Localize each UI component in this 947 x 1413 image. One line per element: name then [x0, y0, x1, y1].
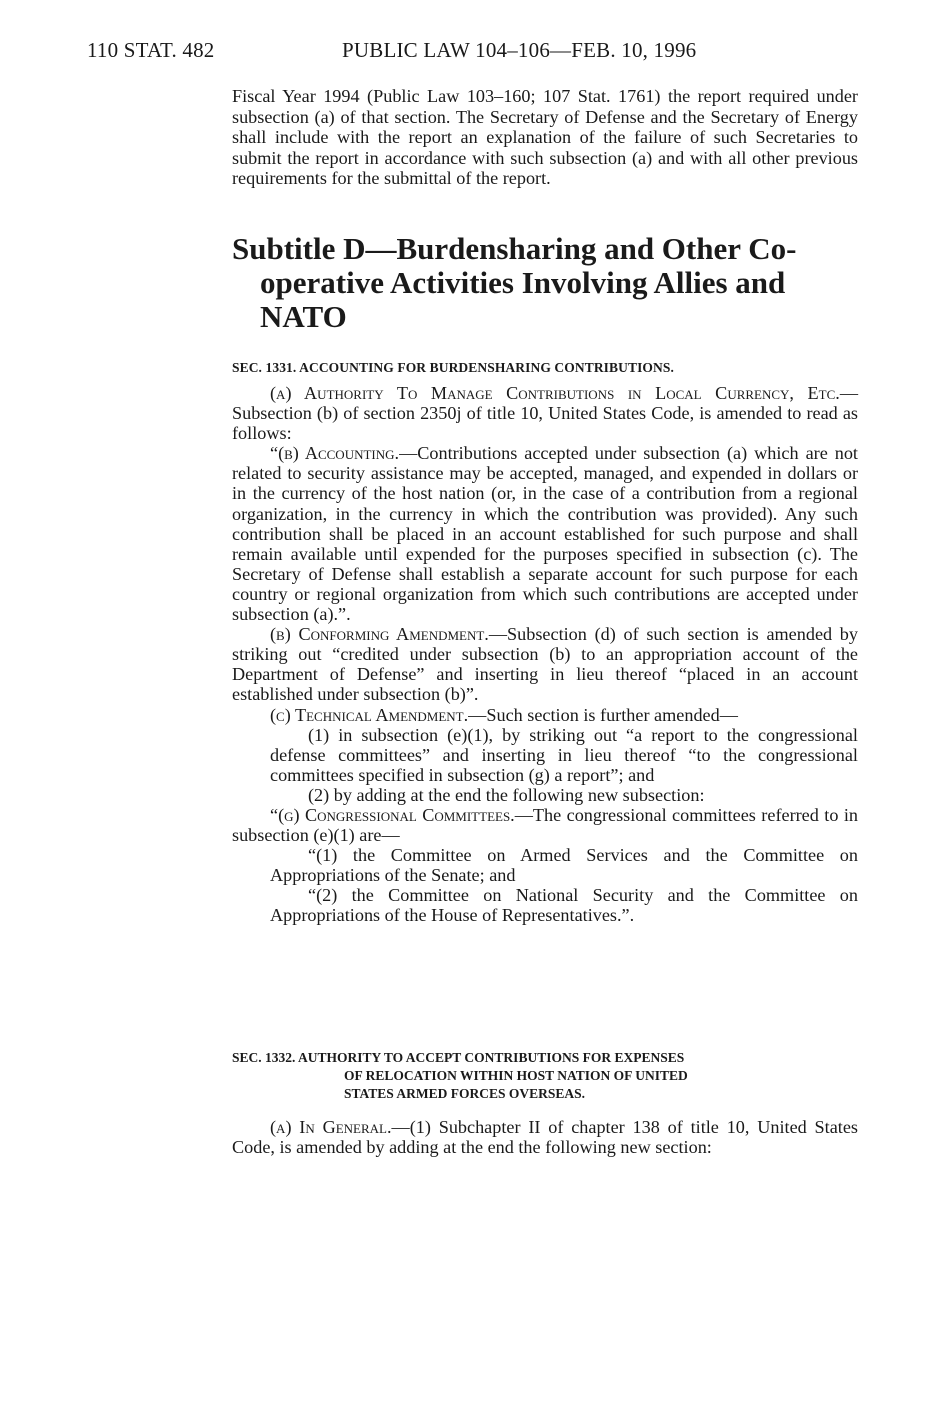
- sec-1331-c-paragraph-1: (1) in subsection (e)(1), by striking out “a report to the congressional defense committees” and inserting in lieu thereof “to the congressional committees specified in subsection (g) a report”; and: [270, 724, 858, 785]
- sec-1331-subsection-b: [232, 624, 858, 704]
- sec-1331-heading: SEC. 1331. ACCOUNTING FOR BURDENSHARING CONTRIBUTIONS.: [232, 360, 674, 375]
- sec-1331-c-label: (c) Technical Amendment.: [270, 704, 469, 725]
- subtitle-line-1: Subtitle D—Burdensharing and Other Co-: [232, 231, 797, 266]
- sec-1331-quoted-b-label: “(b) Accounting.: [270, 443, 400, 464]
- sec-1332-subsection-a: [232, 1117, 858, 1157]
- intro-paragraph: Fiscal Year 1994 (Public Law 103–160; 107 Stat. 1761) the report required under subsection (a) of that section. The Secretary of Defense and the Secretary of Energy shall include with the report an explanation of the failure of such Secretaries to submit the report in accordance with such subsection (a) and with all other previous requirements for the submittal of the report.: [232, 86, 858, 189]
- intro-paragraph-block: [232, 86, 858, 189]
- statute-page-number: 110 STAT. 482: [87, 38, 215, 62]
- sec-1332-heading-line-2: OF RELOCATION WITHIN HOST NATION OF UNITED: [344, 1068, 688, 1083]
- sec-1331-g-text: —The congressional committees referred to in subsection (e)(1) are—: [232, 804, 858, 846]
- sec-1331-c-paragraph-2: (2) by adding at the end the following new subsection:: [308, 784, 705, 805]
- sec-1331-subsection-a: [232, 383, 858, 443]
- sec-1332-heading-line-3: STATES ARMED FORCES OVERSEAS.: [344, 1086, 586, 1101]
- sec-1331-body: [232, 383, 858, 926]
- sec-1332-a-text: —(1) Subchapter II of chapter 138 of title 10, United States Code, is amended by adding at the end the following new section:: [232, 1117, 858, 1158]
- sec-1331-quoted-b: [232, 443, 858, 624]
- sec-1331-quoted-g: [232, 805, 858, 845]
- sec-1331-b-label: (b) Conforming Amendment.: [270, 624, 489, 645]
- sec-1332-heading-block: [232, 1049, 858, 1103]
- sec-1331-g-paragraph-1: “(1) the Committee on Armed Services and the Committee on Appropriations of the Senate; and: [270, 845, 858, 886]
- sec-1331-a-label: (a) Authority To Manage Contributions in Local Currency, Etc.: [270, 383, 840, 403]
- sec-1331-quoted-b-text: —Contributions accepted under subsection (a) which are not related to security assistance may be accepted, managed, and expended in dollars or in the currency of the host nation (or, in the case of a contribution from a regional organization, in the currency in which the contribution was provided). Any such contribution shall be placed in an account established for such purpose and shall remain available until expended for the purposes specified in subsection (c). The Secretary of Defense shall establish a separate account for such purpose for each country or regional organization from which such contributions are accepted under subsection (a).”.: [232, 443, 858, 625]
- sec-1331-subsection-c: [232, 705, 858, 725]
- sec-1331-g-paragraph-2: “(2) the Committee on National Security and the Committee on Appropriations of the House of Representatives.”.: [270, 885, 858, 926]
- subtitle-line-3: NATO: [260, 299, 347, 334]
- sec-1332-heading: [232, 1049, 858, 1103]
- public-law-citation: PUBLIC LAW 104–106—FEB. 10, 1996: [342, 38, 697, 62]
- sec-1331-c-text: —Such section is further amended—: [468, 704, 738, 725]
- sec-1332-body: [232, 1117, 858, 1157]
- sec-1331-b-text: —Subsection (d) of such section is amended by striking out “credited under subsection (b) to an appropriation account of the Department of Defense” and inserting in lieu thereof “placed in an account established under subsection (b)”.: [232, 624, 858, 705]
- sec-1332-heading-line-1: SEC. 1332. AUTHORITY TO ACCEPT CONTRIBUTIONS FOR EXPENSES: [232, 1050, 685, 1065]
- subtitle-line-2: operative Activities Involving Allies and: [260, 265, 786, 300]
- subtitle-heading: [232, 232, 862, 334]
- sec-1332-a-label: (a) In General.: [270, 1117, 392, 1137]
- sec-1331-a-text: —Subsection (b) of section 2350j of title 10, United States Code, is amended to read as follows:: [232, 383, 858, 444]
- sec-1331-heading-block: [232, 358, 858, 378]
- sec-1331-g-label: “(g) Congressional Committees.: [270, 804, 515, 825]
